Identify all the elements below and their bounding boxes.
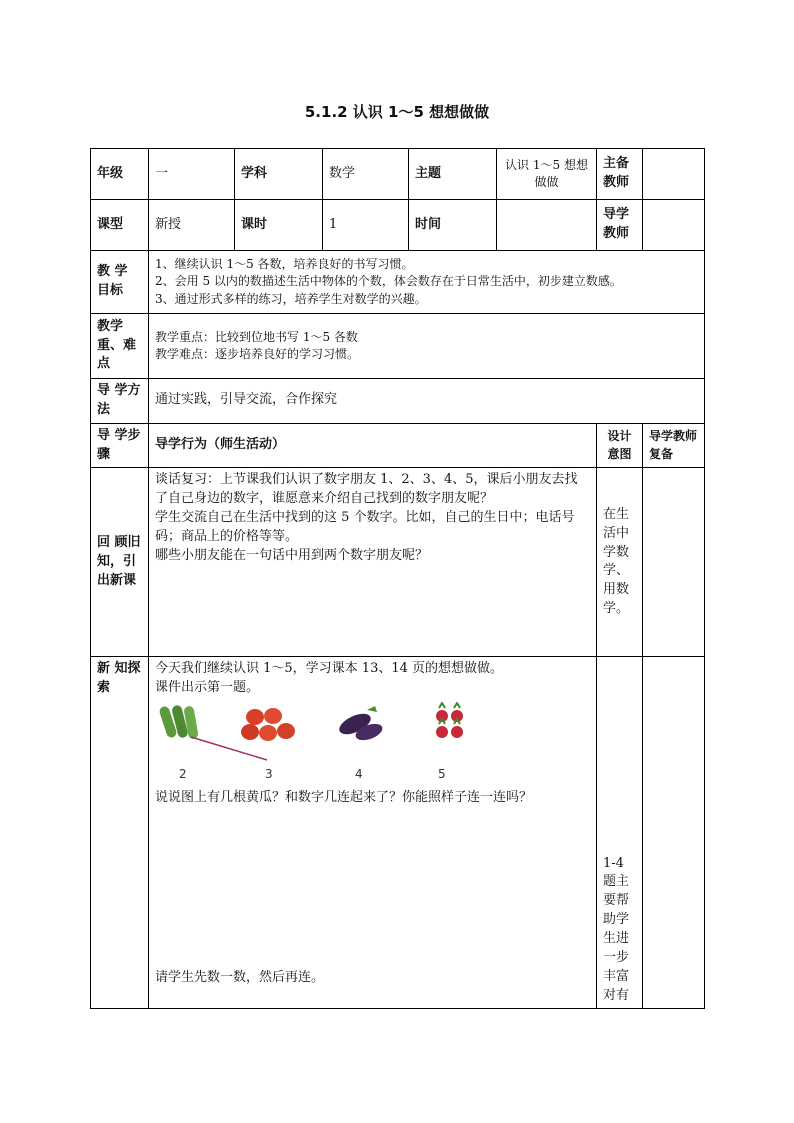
number-label: 2 [179, 767, 187, 782]
review-paragraph: 哪些小朋友能在一句话中用到两个数字朋友呢？ [155, 547, 429, 563]
explore-label: 新 知探索 [91, 657, 149, 1009]
number-label: 5 [438, 767, 446, 782]
guide-teacher-value [643, 200, 705, 251]
review-label: 回 顾旧知，引 出新课 [91, 468, 149, 657]
method-value: 通过实践，引导交流，合作探究 [149, 379, 705, 424]
review-intent: 在生活中学数学、用数学。 [597, 468, 643, 657]
topic-value: 认识 1～5 想想做做 [497, 149, 597, 200]
steps-label: 导 学步骤 [91, 423, 149, 468]
number-label: 3 [265, 767, 273, 782]
lesson-plan-table [90, 148, 705, 1009]
review-content [149, 468, 597, 657]
teacher-value [643, 149, 705, 200]
explore-intent: 1-4 题主要帮助学生进一步丰富对有 [597, 657, 643, 1009]
intent-header: 设计意图 [597, 423, 643, 468]
counting-picture [155, 702, 590, 784]
type-value: 新授 [149, 200, 235, 251]
goal-item: 2、会用 5 以内的数描述生活中物体的个数，体会数存在于日常生活中，初步建立数感。 [155, 274, 622, 289]
eggplant-icon [336, 706, 384, 743]
cucumber-icon [158, 704, 199, 739]
page-title: 5.1.2 认识 1～5 想想做做 [304, 103, 490, 121]
explore-row [91, 657, 705, 1009]
counting-illustration [155, 702, 475, 784]
info-row-1 [91, 149, 705, 200]
grade-label: 年级 [91, 149, 149, 200]
grade-value: 一 [149, 149, 235, 200]
number-label: 4 [355, 767, 363, 782]
subject-label: 学科 [235, 149, 323, 200]
explore-content [149, 657, 597, 1009]
method-label: 导 学方法 [91, 379, 149, 424]
radish-icon [436, 703, 463, 738]
focus-label: 教学重、难点 [91, 314, 149, 379]
tomato-icon [241, 708, 295, 741]
goals-label: 教 学 目标 [91, 251, 149, 314]
type-label: 课型 [91, 200, 149, 251]
activity-header: 导学行为（师生活动） [149, 423, 597, 468]
steps-header-row [91, 423, 705, 468]
difficult-point: 教学难点：逐步培养良好的学习习惯。 [155, 347, 360, 361]
explore-instruction: 请学生先数一数，然后再连。 [155, 969, 325, 985]
period-value: 1 [323, 200, 409, 251]
teacher-label: 主备教师 [597, 149, 643, 200]
review-paragraph: 学生交流自己在生活中找到的这 5 个数字。比如，自己的生日中；电话号码；商品上的价格等等。 [155, 510, 575, 544]
review-row [91, 468, 705, 657]
explore-question: 说说图上有几根黄瓜？和数字几连起来了？你能照样子连一连吗？ [155, 790, 533, 806]
guide-teacher-label: 导学教师 [597, 200, 643, 251]
explore-notes [643, 657, 705, 1009]
key-point: 教学重点：比较到位地书写 1～5 各数 [155, 329, 358, 344]
goals-row [91, 251, 705, 314]
review-paragraph: 谈话复习：上节课我们认识了数字朋友 1、2、3、4、5，课后小朋友去找了自己身边的数字，谁愿意来介绍自己找到的数字朋友呢？ [155, 472, 578, 507]
connect-line [191, 737, 267, 760]
subject-value: 数学 [323, 149, 409, 200]
focus-content [149, 314, 705, 379]
method-row [91, 379, 705, 424]
topic-label: 主题 [409, 149, 497, 200]
goal-item: 1、继续认识 1～5 各数，培养良好的书写习惯。 [155, 256, 414, 271]
explore-intro: 今天我们继续认识 1～5，学习课本 13、14 页的想想做做。 [155, 661, 504, 677]
goals-content [149, 251, 705, 314]
info-row-2 [91, 200, 705, 251]
time-value [497, 200, 597, 251]
review-notes [643, 468, 705, 657]
focus-row [91, 314, 705, 379]
explore-show: 课件出示第一题。 [155, 680, 260, 696]
goal-item: 3、通过形式多样的练习，培养学生对数学的兴趣。 [155, 291, 427, 306]
time-label: 时间 [409, 200, 497, 251]
review-header: 导学教师复备 [643, 423, 705, 468]
period-label: 课时 [235, 200, 323, 251]
